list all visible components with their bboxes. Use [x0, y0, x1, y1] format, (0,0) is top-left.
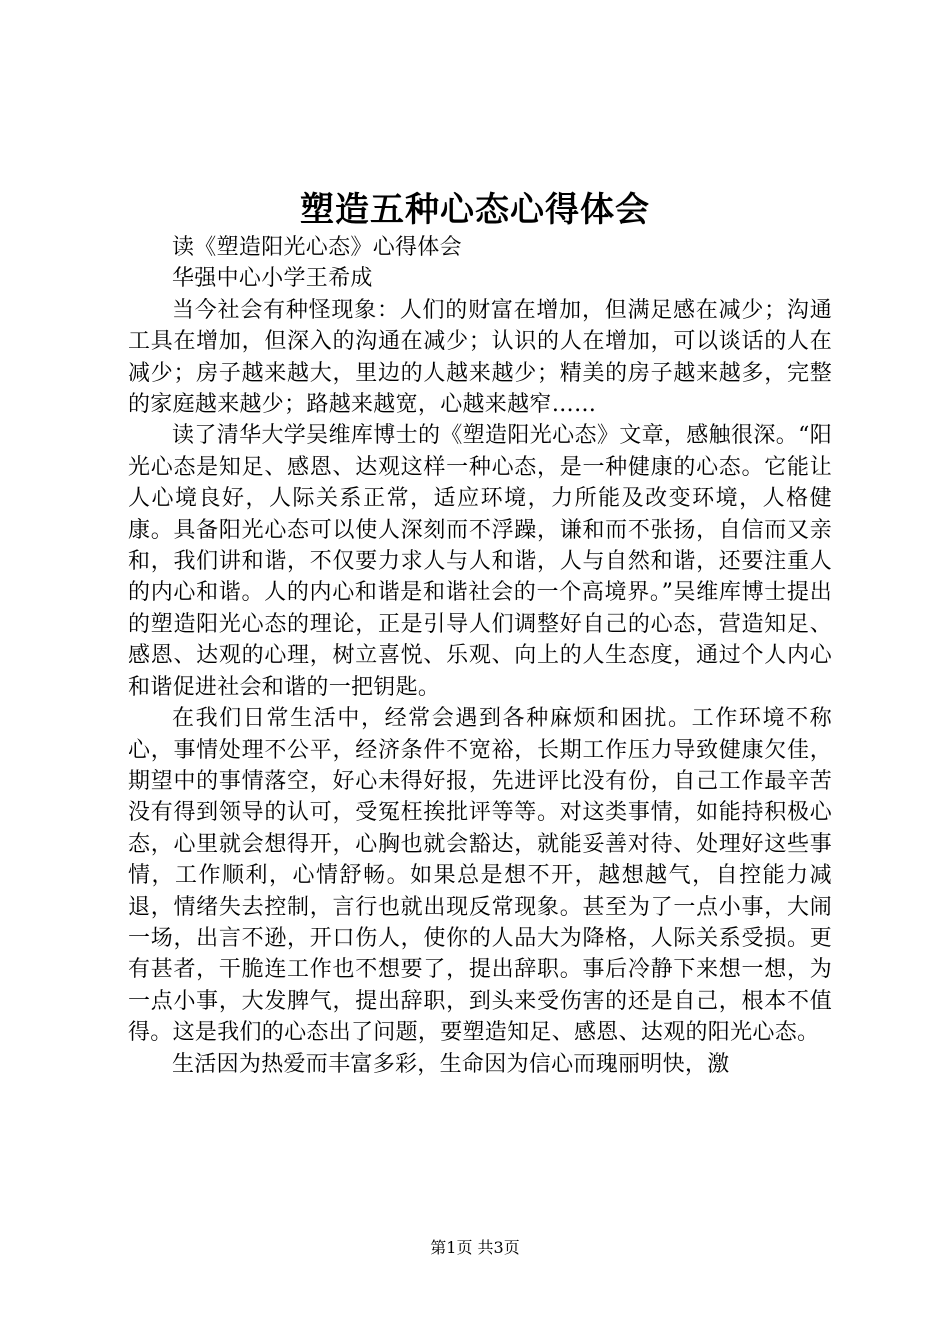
body-paragraph: 在我们日常生活中，经常会遇到各种麻烦和困扰。工作环境不称心，事情处理不公平，经济条件不宽裕，长期工作压力导致健康欠佳，期望中的事情落空，好心未得好报，先进评比没有份，自己工作最辛苦没有得到领导的认可，受冤枉挨批评等等。对这类事情，如能持积极心态，心里就会想得开，心胸也就会豁达，就能妥善对待、处理好这些事情，工作顺利，心情舒畅。如果总是想不开，越想越气，自控能力减退，情绪失去控制，言行也就出现反常现象。甚至为了一点小事，大闹一场，出言不逊，开口伤人，使你的人品大为降格，人际关系受损。更有甚者，干脆连工作也不想要了，提出辞职。事后冷静下来想一想，为一点小事，大发脾气，提出辞职，到头来受伤害的还是自己，根本不值得。这是我们的心态出了问题，要塑造知足、感恩、达观的阳光心态。	[128, 706, 832, 1046]
body-paragraph: 读了清华大学吴维库博士的《塑造阳光心态》文章，感触很深。“阳光心态是知足、感恩、达观这样一种心态，是一种健康的心态。它能让人心境良好，人际关系正常，适应环境，力所能及改变环境，人格健康。具备阳光心态可以使人深刻而不浮躁，谦和而不张扬，自信而又亲和，我们讲和谐，不仅要力求人与人和谐，人与自然和谐，还要注重人的内心和谐。人的内心和谐是和谐社会的一个高境界。”吴维库博士提出的塑造阳光心态的理论，正是引导人们调整好自己的心态，营造知足、感恩、达观的心理，树立喜悦、乐观、向上的人生态度，通过个人内心和谐促进社会和谐的一把钥匙。	[128, 423, 832, 700]
page-footer: 第1页 共3页	[430, 1238, 520, 1257]
document-body	[128, 232, 832, 1080]
document-title: 塑造五种心态心得体会	[300, 190, 650, 230]
body-paragraph: 当今社会有种怪现象：人们的财富在增加，但满足感在减少；沟通工具在增加，但深入的沟通在减少；认识的人在增加，可以谈话的人在减少；房子越来越大，里边的人越来越少；精美的房子越来越多，完整的家庭越来越少；路越来越宽，心越来越窄……	[128, 297, 832, 418]
author-line: 华强中心小学王希成	[172, 266, 373, 292]
subtitle-line: 读《塑造阳光心态》心得体会	[172, 235, 462, 260]
body-paragraph: 生活因为热爱而丰富多彩，生命因为信心而瑰丽明快，激	[172, 1051, 730, 1077]
